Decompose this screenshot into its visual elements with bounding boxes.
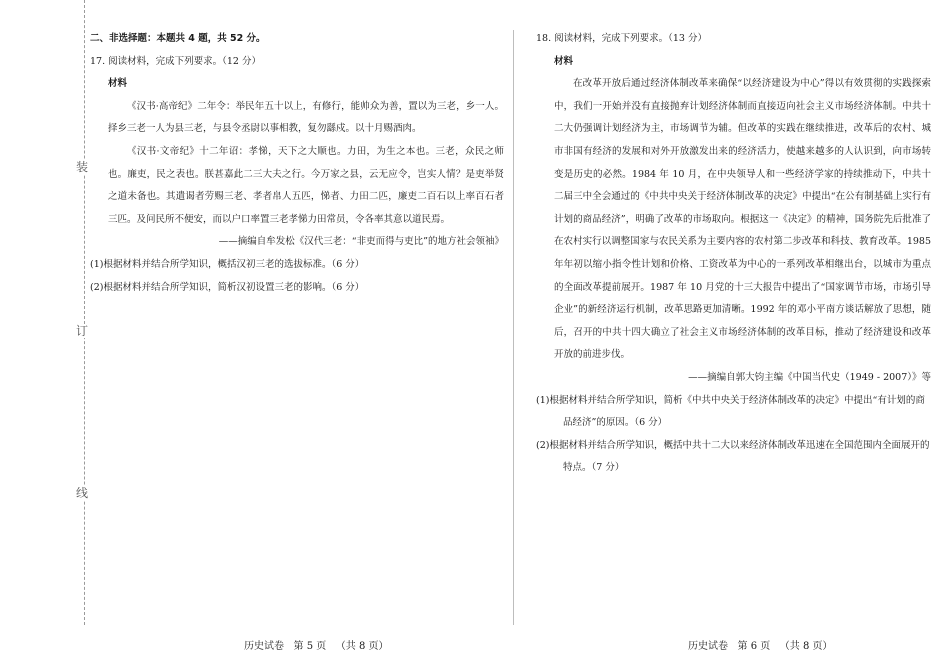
material-heading: 材料 bbox=[554, 55, 574, 67]
question-18-sub-2: (2)根据材料并结合所学知识，概括中共十二大以来经济体制改革迅速在全国范围内全面展开的特点。（7 分） bbox=[536, 439, 930, 474]
material-source: ——摘编自郭大钧主编《中国当代史（1949 - 2007）》等 bbox=[688, 371, 931, 383]
material-paragraph-1: 《汉书·高帝纪》二年令：举民年五十以上，有修行，能帅众为善，置以为三老，乡一人。择乡三老一人为县三老，与县令丞尉以事相教，复勿繇戍。以十月赐酒肉。 bbox=[108, 100, 504, 135]
material-paragraph-2: 《汉书·文帝纪》十二年诏：孝悌，天下之大顺也。力田，为生之本也。三老，众民之师也。廉吏，民之表也。朕甚嘉此二三大夫之行。今万家之县，云无应令，岂实人情？是吏举贤之道未备也。其遣谒者劳赐三老、孝者帛人五匹，悌者、力田二匹，廉吏二百石以上率百石者三匹。及问民所不便安，而以户口率置三老孝悌力田常员，令各率其意以道民焉。 bbox=[108, 145, 504, 225]
question-18-sub-1: (1)根据材料并结合所学知识，简析《中共中央关于经济体制改革的决定》中提出“有计划的商品经济”的原因。（6 分） bbox=[536, 394, 925, 429]
material-source: ——摘编自牟发松《汉代三老：“非吏而得与吏比”的地方社会领袖》 bbox=[218, 236, 504, 248]
question-17-sub-2: (2)根据材料并结合所学知识，简析汉初设置三老的影响。（6 分） bbox=[90, 281, 365, 293]
page-divider bbox=[513, 30, 514, 625]
question-17-prompt: 17. 阅读材料，完成下列要求。（12 分） bbox=[90, 55, 261, 67]
page-footer-right: 历史试卷 第 6 页 （共 8 页） bbox=[688, 641, 833, 652]
question-18-prompt: 18. 阅读材料，完成下列要求。（13 分） bbox=[536, 33, 707, 44]
material-paragraph-1: 在改革开放后通过经济体制改革来确保“以经济建设为中心”得以有效贯彻的实践探索中，我们一开始并没有直接抛弃计划经济体制而直接迈向社会主义市场经济体制。中共十二大仍强调计划经济为主，市场调节为辅。但改革的实践在继续推进，改革后的农村、城市非国有经济的发展和对外开放激发出来的经济活力，使越来越多的人认识到，向市场转变是历史的必然。1984 年 10 月，在中央领导人和一些经济学家的持续推动下，中共十二届三中全会通过的《中共中央关于经济体制改革的决定》中提出“在公有制基础上实行有计划的商品经济”，明确了改革的市场取向。根据这一《决定》的精神，国务院先后批准了在农村实行以调整国家与农民关系为主要内容的农村第二步改革和科技、教育改革。1985 年年初以缩小指令性计划和价格、工资改革为中心的一系列改革相继出台，以城市为重点的全面改革提前展开。1987 年 10 月党的十三大报告中提出了“国家调节市场，市场引导企业”的新经济运行机制，改革思路更加清晰。1992 年的邓小平南方谈话解放了思想，随后，召开的中共十四大确立了社会主义市场经济体制的改革目标，推动了经济建设和改革开放的前进步伐。 bbox=[554, 78, 931, 361]
binding-mark-ding: 订 bbox=[75, 324, 88, 338]
left-page bbox=[90, 28, 504, 299]
question-17-sub-1: (1)根据材料并结合所学知识，概括汉初三老的选拔标准。（6 分） bbox=[90, 258, 365, 270]
material-heading: 材料 bbox=[108, 78, 128, 90]
section-title: 二、非选择题：本题共 4 题，共 52 分。 bbox=[90, 33, 266, 44]
binding-mark-xian: 线 bbox=[75, 486, 88, 500]
binding-line bbox=[84, 0, 85, 625]
binding-mark-zhuang: 装 bbox=[75, 160, 88, 174]
page-footer-left: 历史试卷 第 5 页 （共 8 页） bbox=[244, 641, 389, 652]
right-page bbox=[536, 28, 931, 480]
